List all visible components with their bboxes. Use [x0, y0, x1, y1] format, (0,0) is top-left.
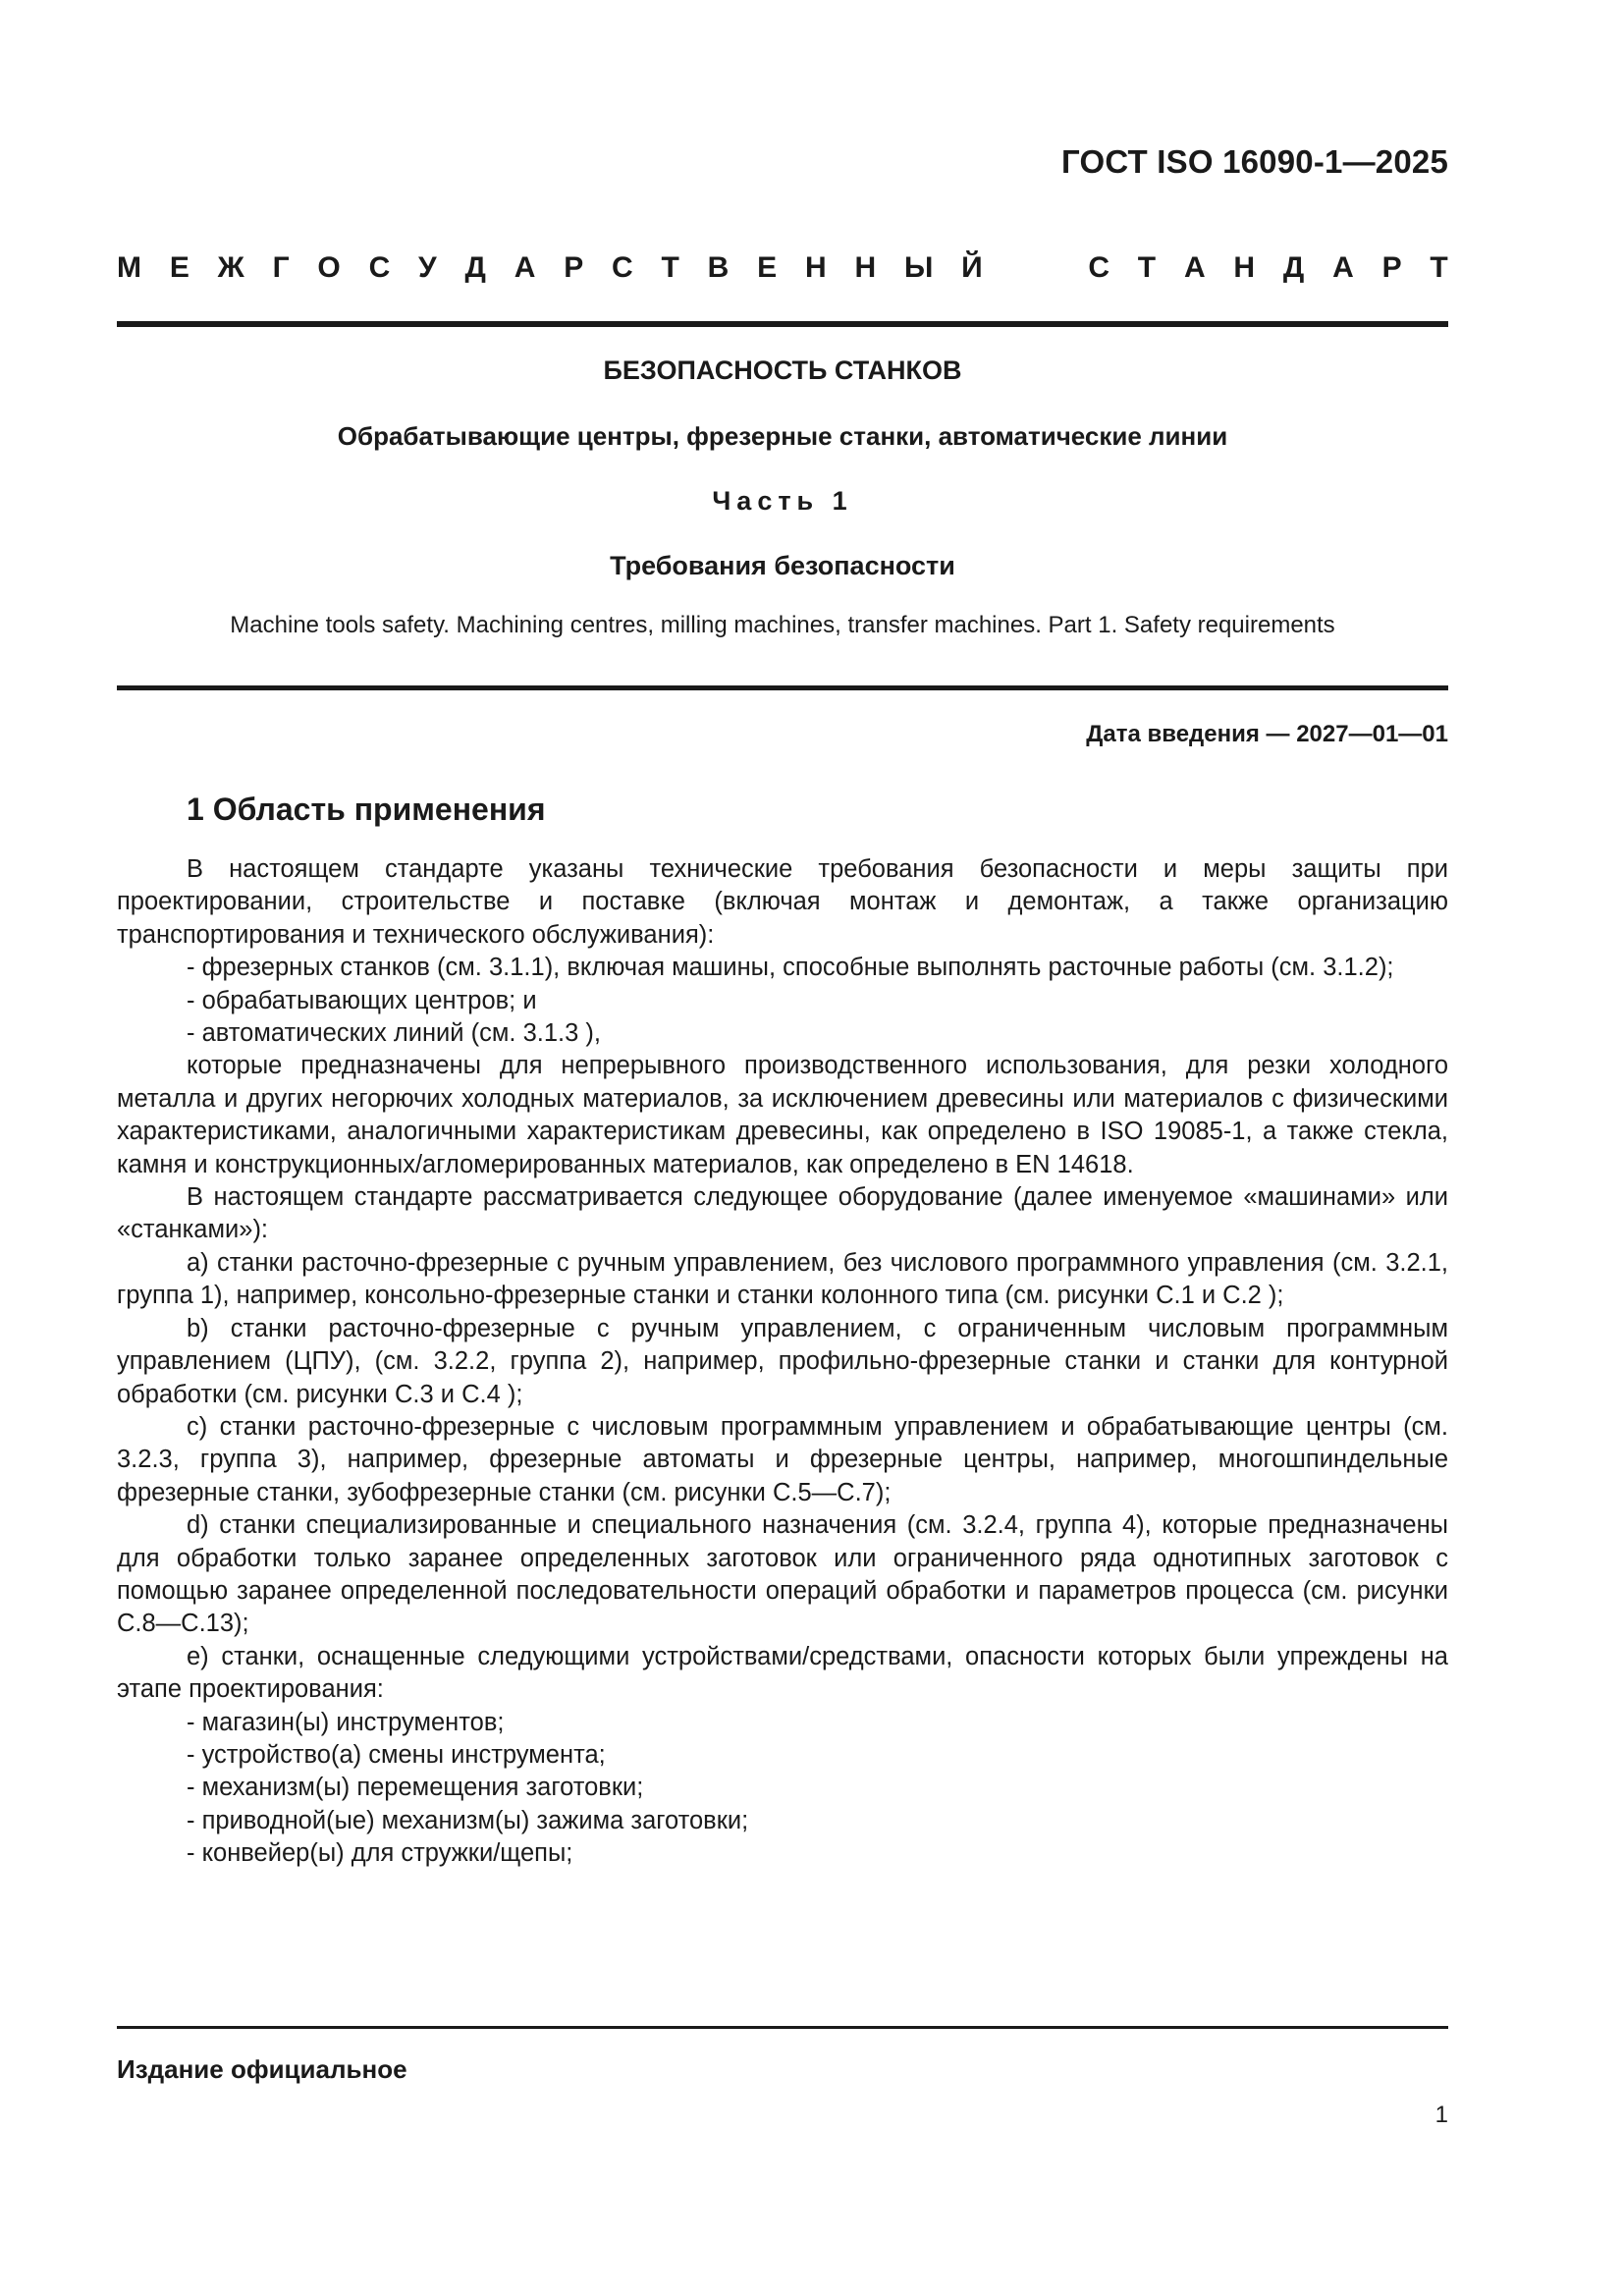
banner-letter: М [117, 251, 141, 284]
banner-letter: Д [1282, 251, 1305, 284]
section-heading: 1 Область применения [187, 792, 546, 827]
banner-letter: Т [1137, 251, 1157, 284]
banner-letter: Е [169, 251, 189, 284]
document-part: Часть 1 [712, 486, 853, 516]
list-item: - магазин(ы) инструментов; [187, 1708, 505, 1736]
banner-letter: Г [272, 251, 290, 284]
banner-letter: Н [804, 251, 827, 284]
banner-letter: С [368, 251, 391, 284]
banner-letter: Е [757, 251, 778, 284]
banner-letter: Н [854, 251, 877, 284]
page-number: 1 [1434, 2102, 1448, 2128]
banner-letter: А [514, 251, 536, 284]
banner-letter: Т [1430, 251, 1448, 284]
list-item: - конвейер(ы) для стружки/щепы; [187, 1839, 573, 1868]
paragraph: d) станки специализированные и специального назначения (см. 3.2.4, группа 4), которые предназначены для обработки только заранее определенных заготовок или ограниченного ряда однотипных заготовок с помощью заранее определенной последовательности операций обработки и параметров процесса (см. рисунки С.8—С.13); [117, 1511, 1448, 1638]
paragraph: е) станки, оснащенные следующими устройствами/средствами, опасности которых были упреждены на этапе проектирования: [117, 1642, 1448, 1704]
paragraph: В настоящем стандарте указаны технические требования безопасности и меры защиты при проектировании, строительстве и поставке (включая монтаж и демонтаж, а также организацию транспортирования и технического обслуживания): [117, 855, 1448, 949]
banner-letter: Р [1381, 251, 1402, 284]
banner-letter: Ж [217, 251, 244, 284]
banner-letter: Д [464, 251, 486, 284]
english-title: Machine tools safety. Machining centres, milling machines, transfer machines. Part 1. Safety requirements [230, 612, 1335, 638]
list-item: - устройство(а) смены инструмента; [187, 1740, 606, 1769]
paragraph: а) станки расточно-фрезерные с ручным управлением, без числового программного управления (см. 3.2.1, группа 1), например, консольно-фрезерные станки и станки колонного типа (см. рисунки С.1 и С.2 ); [117, 1248, 1448, 1310]
paragraph: которые предназначены для непрерывного производственного использования, для резки холодного металла и других негорючих холодных материалов, за исключением древесины или материалов с физическими характеристиками, аналогичными характеристикам древесины, как определено в ISO 19085-1, а также стекла, камня и конструкционных/агломерированных материалов, как определено в EN 14618. [117, 1052, 1448, 1178]
edition-label: Издание официальное [117, 2054, 407, 2084]
paragraph: - фрезерных станков (см. 3.1.1), включая машины, способные выполнять расточные работы (см. 3.1.2); [187, 954, 1394, 982]
footer-rule [117, 2026, 1448, 2029]
banner-letter: Т [661, 251, 679, 284]
title-rule [117, 685, 1448, 690]
section-body [117, 853, 1448, 1871]
paragraph: - автоматических линий (см. 3.1.3 ), [187, 1019, 601, 1048]
banner-letter: Ы [903, 251, 934, 284]
paragraph: - обрабатывающих центров; и [187, 986, 537, 1014]
document-requirements-title: Требования безопасности [610, 551, 955, 580]
document-title: БЕЗОПАСНОСТЬ СТАНКОВ [603, 355, 962, 385]
introduction-date: Дата введения — 2027—01—01 [1086, 721, 1448, 747]
banner-letter: В [707, 251, 730, 284]
paragraph: b) станки расточно-фрезерные с ручным управлением, с ограниченным числовым программным управлением (ЦПУ), (см. 3.2.2, группа 2), например, профильно-фрезерные станки и станки для контурной обработки (см. рисунки С.3 и С.4 ); [117, 1314, 1448, 1408]
banner-letter: Н [1233, 251, 1256, 284]
banner-letter: С [612, 251, 633, 284]
banner-letter: Й [961, 251, 983, 284]
paragraph: с) станки расточно-фрезерные с числовым программным управлением и обрабатывающие центры (см. 3.2.3, группа 3), например, фрезерные автоматы и фрезерные центры, например, многошпиндельные фрезерные станки, зубофрезерные станки (см. рисунки С.5—С.7); [117, 1412, 1448, 1506]
banner-letter: С [1088, 251, 1109, 284]
list-item: - приводной(ые) механизм(ы) зажима заготовки; [187, 1806, 749, 1834]
banner-letter: А [1332, 251, 1354, 284]
banner-letter: А [1183, 251, 1206, 284]
banner-letter: У [418, 251, 437, 284]
banner-letter: О [317, 251, 341, 284]
document-subtitle: Обрабатывающие центры, фрезерные станки, автоматические линии [337, 421, 1228, 451]
standard-type-banner [117, 251, 1448, 285]
paragraph: В настоящем стандарте рассматривается следующее оборудование (далее именуемое «машинами» или «станками»): [117, 1183, 1448, 1244]
banner-letter: Р [564, 251, 584, 284]
top-rule [117, 321, 1448, 327]
list-item: - механизм(ы) перемещения заготовки; [187, 1774, 644, 1802]
standard-code: ГОСТ ISO 16090-1—2025 [1060, 143, 1448, 180]
